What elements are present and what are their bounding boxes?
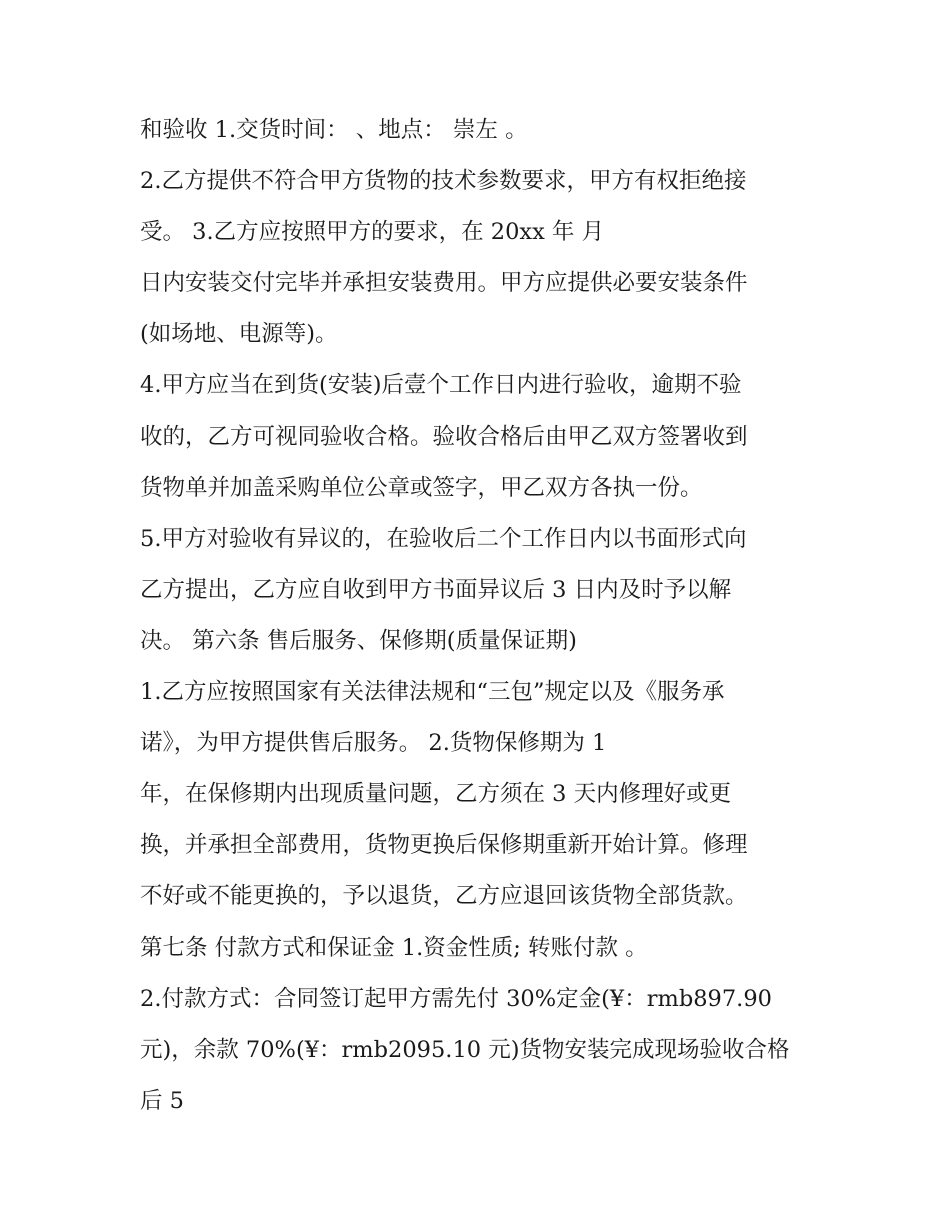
- text-line: 乙方提出，乙方应自收到甲方书面异议后 3 日内及时予以解: [140, 576, 732, 603]
- text-line: 收的，乙方可视同验收合格。验收合格后由甲乙双方签署收到: [140, 423, 748, 450]
- text-line: (如场地、电源等)。: [140, 321, 338, 348]
- text-line: 4.甲方应当在到货(安装)后壹个工作日内进行验收，逾期不验: [140, 372, 742, 399]
- text-line: 第七条 付款方式和保证金 1.资金性质; 转账付款 。: [140, 934, 648, 961]
- text-line: 诺》，为甲方提供售后服务。 2.货物保修期为 1: [140, 730, 607, 757]
- text-line: 2.乙方提供不符合甲方货物的技术参数要求，甲方有权拒绝接: [140, 168, 747, 195]
- contract-text: [140, 110, 830, 1132]
- text-line: 后 5: [140, 1087, 184, 1114]
- text-line: 年，在保修期内出现质量问题，乙方须在 3 天内修理好或更: [140, 781, 732, 808]
- text-line: 不好或不能更换的，予以退货，乙方应退回该货物全部货款。: [140, 883, 748, 910]
- text-line: 2.付款方式：合同签订起甲方需先付 30%定金(¥：rmb897.90: [140, 985, 772, 1012]
- text-line: 日内安装交付完毕并承担安装费用。甲方应提供必要安装条件: [140, 270, 748, 297]
- text-line: 受。 3.乙方应按照甲方的要求，在 20xx 年 月: [140, 219, 605, 246]
- text-line: 货物单并加盖采购单位公章或签字，甲乙双方各执一份。: [140, 474, 703, 501]
- text-line: 1.乙方应按照国家有关法律法规和“三包”规定以及《服务承: [140, 679, 725, 706]
- text-line: 换，并承担全部费用，货物更换后保修期重新开始计算。修理: [140, 832, 748, 859]
- text-line: 5.甲方对验收有异议的，在验收后二个工作日内以书面形式向: [140, 525, 747, 552]
- text-line: 和验收 1.交货时间： 、地点： 崇左 。: [140, 117, 528, 143]
- text-line: 元)，余款 70%(¥：rmb2095.10 元)货物安装完成现场验收合格: [140, 1036, 790, 1063]
- text-line: 决。 第六条 售后服务、保修期(质量保证期): [140, 627, 577, 654]
